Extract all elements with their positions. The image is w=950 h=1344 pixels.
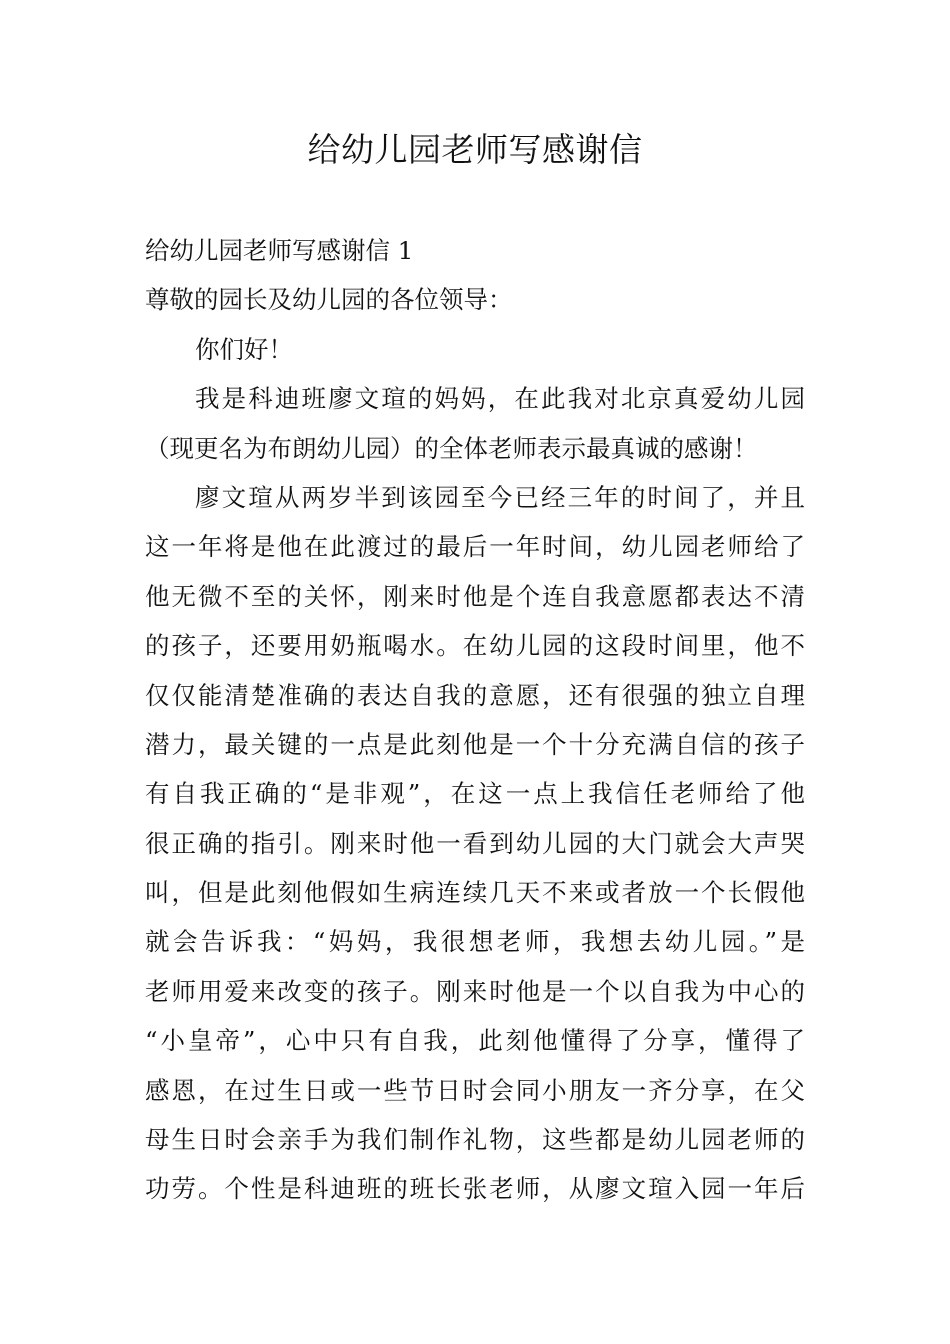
- paragraph-line: 有自我正确的“是非观”，在这一点上我信任老师给了他: [145, 779, 805, 809]
- paragraph-line: 潜力，最关键的一点是此刻他是一个十分充满自信的孩子: [145, 729, 805, 759]
- paragraph-2: [145, 473, 805, 1214]
- document-body: [145, 226, 805, 1214]
- paragraph-line: 就会告诉我：“妈妈，我很想老师，我想去幼儿园。”是: [145, 927, 805, 957]
- letter-heading: 给幼儿园老师写感谢信 1: [145, 236, 414, 265]
- paragraph-line: 母生日时会亲手为我们制作礼物，这些都是幼儿园老师的: [145, 1125, 805, 1155]
- paragraph-line: （现更名为布朗幼儿园）的全体老师表示最真诚的感谢！: [145, 433, 758, 463]
- salutation: 尊敬的园长及幼儿园的各位领导：: [145, 285, 513, 315]
- paragraph-line: 功劳。个性是科迪班的班长张老师，从廖文瑄入园一年后: [145, 1174, 805, 1204]
- paragraph-line: 很正确的指引。刚来时他一看到幼儿园的大门就会大声哭: [145, 828, 805, 858]
- paragraph-line: 我是科迪班廖文瑄的妈妈，在此我对北京真爱幼儿园: [195, 384, 805, 414]
- paragraph-line: 叫，但是此刻他假如生病连续几天不来或者放一个长假他: [145, 878, 805, 908]
- paragraph-1: [145, 374, 805, 473]
- paragraph-line: 感恩，在过生日或一些节日时会同小朋友一齐分享，在父: [145, 1075, 805, 1105]
- paragraph-line: 廖文瑄从两岁半到该园至今已经三年的时间了，并且: [195, 482, 805, 512]
- paragraph-line: “小皇帝”，心中只有自我，此刻他懂得了分享，懂得了: [145, 1026, 805, 1056]
- paragraph-line: 的孩子，还要用奶瓶喝水。在幼儿园的这段时间里，他不: [145, 631, 805, 661]
- document-title: 给幼儿园老师写感谢信: [307, 130, 643, 169]
- paragraph-line: 老师用爱来改变的孩子。刚来时他是一个以自我为中心的: [145, 976, 805, 1006]
- paragraph-line: 这一年将是他在此渡过的最后一年时间，幼儿园老师给了: [145, 532, 805, 562]
- paragraph-line: 他无微不至的关怀，刚来时他是个连自我意愿都表达不清: [145, 581, 805, 611]
- greeting: 你们好！: [195, 334, 293, 364]
- paragraph-line: 仅仅能清楚准确的表达自我的意愿，还有很强的独立自理: [145, 680, 805, 710]
